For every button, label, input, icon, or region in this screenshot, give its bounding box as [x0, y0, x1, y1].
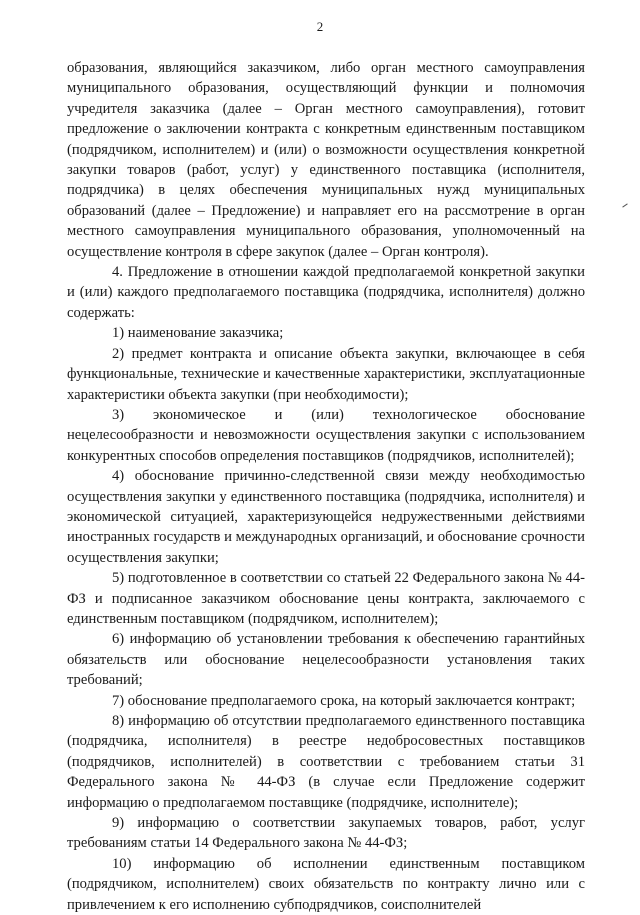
list-item-1: 1) наименование заказчика; — [112, 325, 284, 342]
list-item-4: 4) обоснование причинно-следственной связи между необходимостью осуществления закупки у единственного поставщика (подрядчика, исполнителя) и экономической ситуацией, характеризующейся недружественными действиями иностранных государств и международных организаций, и обоснование срочности осуществления закупки; — [67, 468, 585, 566]
list-item-10: 10) информацию об исполнении единственным поставщиком (подрядчиком, исполнителем) своих обязательств по контракту лично или с привлечением к его исполнению субподрядчиков, соисполнителей — [67, 855, 585, 913]
document-body — [67, 58, 585, 915]
list-item-3: 3) экономическое и (или) технологическое обоснование нецелесообразности и невозможности осуществления закупки с использованием конкурентных способов определения поставщиков (подрядчиков, исполнителей); — [67, 406, 585, 464]
list-item-2: 2) предмет контракта и описание объекта закупки, включающее в себя функциональные, технические и качественные характеристики, эксплуатационные характеристики объекта закупки (при необходимости); — [67, 345, 585, 403]
margin-mark — [622, 203, 627, 207]
list-item-9: 9) информацию о соответствии закупаемых товаров, работ, услуг требованиям статьи 14 Федерального закона № 44-ФЗ; — [67, 815, 585, 852]
paragraph-intro-continuation: образования, являющийся заказчиком, либо орган местного самоуправления муниципального образования, осуществляющий функции и полномочия учредителя заказчика (далее – Орган местного самоуправления), готовит предложение о заключении контракта с конкретным единственным поставщиком (подрядчиком, исполнителем) и (или) о возможности осуществления конкретной закупки товаров (работ, услуг) у единственного поставщика (исполнителя, подрядчика) в целях обеспечения муниципальных нужд муниципальных образований (далее – Предложение) и направляет его на рассмотрение в орган местного самоуправления муниципального образования, уполномоченный на осуществление контроля в сфере закупок (далее – Орган контроля). — [67, 60, 585, 260]
list-item-5: 5) подготовленное в соответствии со статьей 22 Федерального закона № 44-ФЗ и подписанное заказчиком обоснование цены контракта, заключаемого с единственным поставщиком (подрядчиком, исполнителем); — [67, 570, 585, 627]
list-item-6: 6) информацию об установлении требования к обеспечению гарантийных обязательств или обоснование нецелесообразности установления таких требований; — [67, 631, 585, 689]
paragraph-item-4: 4. Предложение в отношении каждой предполагаемой конкретной закупки и (или) каждого предполагаемого поставщика (подрядчика, исполнителя) должно содержать: — [67, 264, 585, 321]
page-number: 2 — [316, 19, 324, 34]
list-item-8: 8) информацию об отсутствии предполагаемого единственного поставщика (подрядчика, исполнителя) в реестре недобросовестных поставщиков (подрядчиков, исполнителей) в соответствии с требованием статьи 31 Федерального закона № 44-ФЗ (в случае если Предложение содержит информацию о предполагаемом поставщике (подрядчике, исполнителе); — [67, 713, 585, 811]
list-item-7: 7) обоснование предполагаемого срока, на который заключается контракт; — [112, 692, 576, 709]
